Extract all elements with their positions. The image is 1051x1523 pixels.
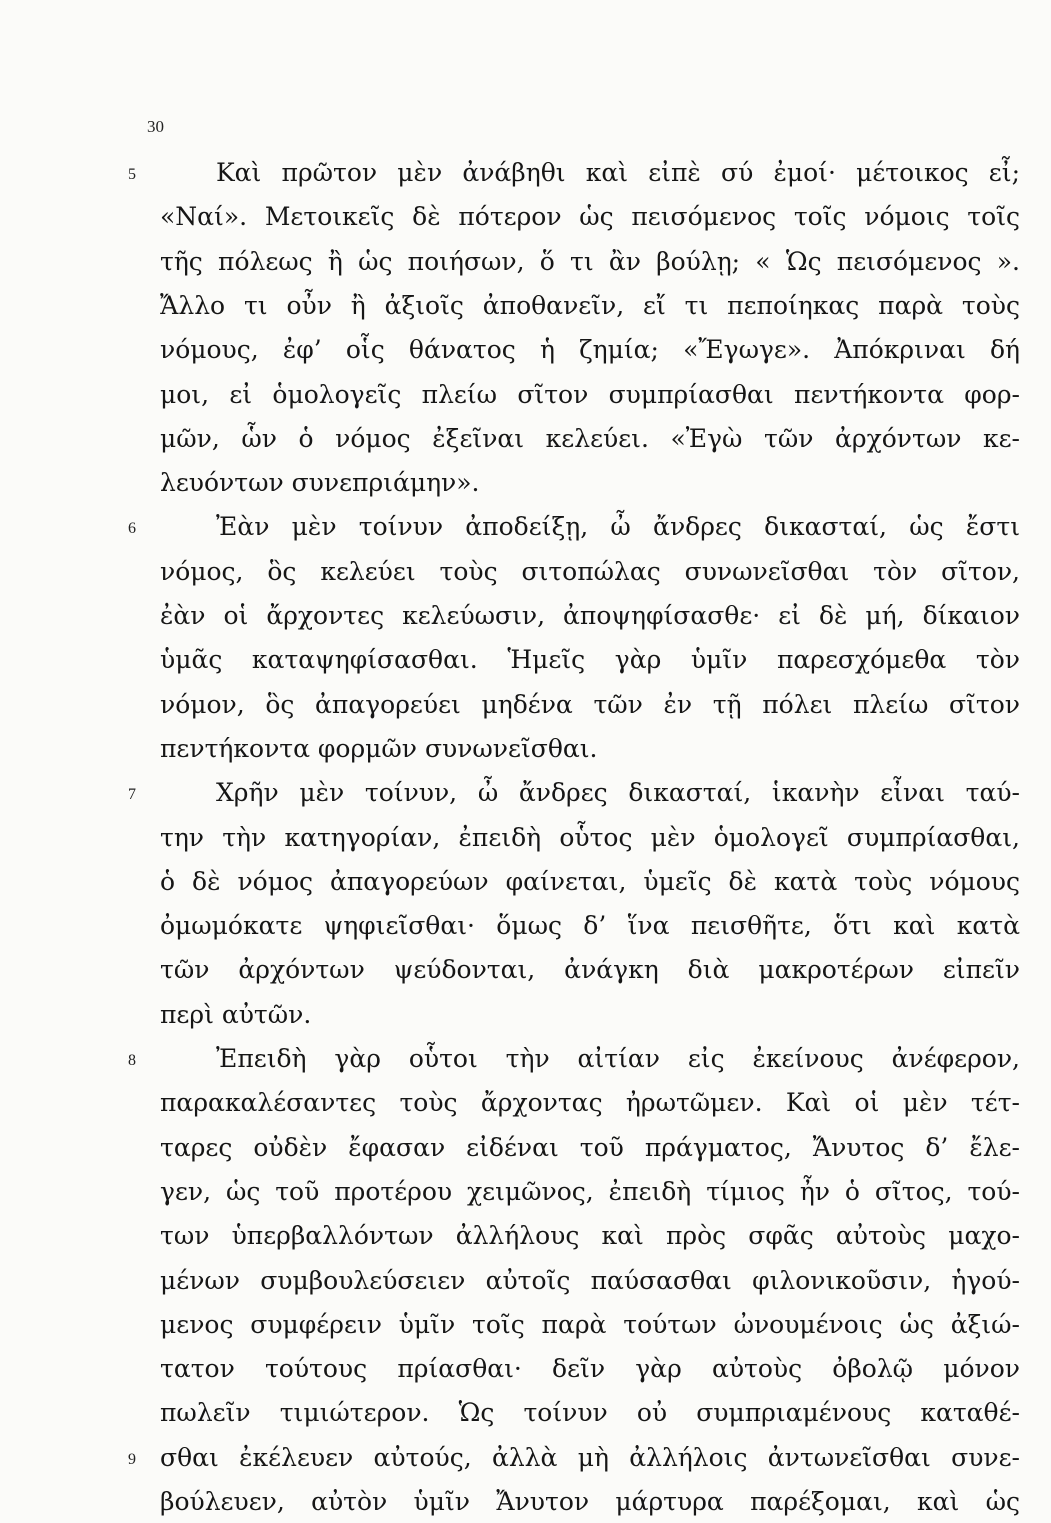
text-line: των ὑπερβαλλόντων ἀλλήλους καὶ πρὸς σφᾶς αὐτοὺς μαχο- — [160, 1221, 1020, 1251]
text-line: νόμος, ὃς κελεύει τοὺς σιτοπώλας συνωνεῖσθαι τὸν σῖτον, — [160, 556, 1020, 586]
section-number: 6 — [128, 520, 136, 538]
text-line: την τὴν κατηγορίαν, ἐπειδὴ οὗτος μὲν ὁμολογεῖ συμπρίασθαι, — [160, 822, 1020, 852]
page-number: 30 — [147, 117, 164, 136]
section-number: 9 — [128, 1450, 136, 1468]
section-number: 7 — [128, 786, 136, 804]
text-line: τῶν ἀρχόντων ψεύδονται, ἀνάγκη διὰ μακροτέρων εἰπεῖν — [160, 955, 1020, 985]
text-line: μοι, εἰ ὁμολογεῖς πλείω σῖτον συμπρίασθαι πεντήκοντα φορ- — [160, 379, 1020, 409]
text-line: λευόντων συνεπριάμην». — [160, 468, 480, 498]
text-line: μῶν, ὧν ὁ νόμος ἐξεῖναι κελεύει. «Ἐγὼ τῶν ἀρχόντων κε- — [160, 423, 1020, 453]
text-line: μένων συμβουλεύσειεν αὐτοῖς παύσασθαι φιλονικοῦσιν, ἡγού- — [160, 1265, 1020, 1295]
text-line: νόμον, ὃς ἀπαγορεύει μηδένα τῶν ἐν τῇ πόλει πλείω σῖτον — [160, 689, 1020, 719]
text-line: βούλευεν, αὐτὸν ὑμῖν Ἄνυτον μάρτυρα παρέξομαι, καὶ ὡς — [160, 1487, 1020, 1516]
text-line: περὶ αὐτῶν. — [160, 999, 312, 1029]
text-line: πεντήκοντα φορμῶν συνωνεῖσθαι. — [160, 733, 598, 763]
text-line: ἐὰν οἱ ἄρχοντες κελεύωσιν, ἀποψηφίσασθε· εἰ δὲ μή, δίκαιον — [160, 601, 1020, 630]
section-number: 8 — [128, 1052, 136, 1069]
text-line: γεν, ὡς τοῦ προτέρου χειμῶνος, ἐπειδὴ τίμιος ἦν ὁ σῖτος, τού- — [160, 1176, 1020, 1206]
text-line: ὀμωμόκατε ψηφιεῖσθαι· ὅμως δ’ ἵνα πεισθῆτε, ὅτι καὶ κατὰ — [160, 911, 1020, 941]
text-line: Ἐὰν μὲν τοίνυν ἀποδείξῃ, ὦ ἄνδρες δικασταί, ὡς ἔστι — [216, 512, 1020, 542]
text-line: «Ναί». Μετοικεῖς δὲ πότερον ὡς πεισόμενος τοῖς νόμοις τοῖς — [160, 202, 1020, 232]
text-line: Ἄλλο τι οὖν ἢ ἀξιοῖς ἀποθανεῖν, εἴ τι πεποίηκας παρὰ τοὺς — [160, 290, 1020, 320]
text-line: ὁ δὲ νόμος ἀπαγορεύων φαίνεται, ὑμεῖς δὲ κατὰ τοὺς νόμους — [160, 866, 1020, 896]
text-line: μενος συμφέρειν ὑμῖν τοῖς παρὰ τούτων ὠνουμένοις ὡς ἀξιώ- — [160, 1309, 1020, 1339]
text-line: πωλεῖν τιμιώτερον. Ὡς τοίνυν οὐ συμπριαμένους καταθέ- — [160, 1398, 1020, 1428]
text-line: Ἐπειδὴ γὰρ οὗτοι τὴν αἰτίαν εἰς ἐκείνους ἀνέφερον, — [216, 1044, 1020, 1073]
text-line: Καὶ πρῶτον μὲν ἀνάβηθι καὶ εἰπὲ σύ ἐμοί· μέτοικος εἶ; — [216, 158, 1020, 187]
text-line: σθαι ἐκέλευεν αὐτούς, ἀλλὰ μὴ ἀλλήλοις ἀντωνεῖσθαι συνε- — [160, 1442, 1020, 1472]
section-number: 5 — [128, 166, 136, 183]
text-line: ταρες οὐδὲν ἔφασαν εἰδέναι τοῦ πράγματος, Ἄνυτος δ’ ἔλε- — [160, 1132, 1020, 1162]
text-line: ὑμᾶς καταψηφίσασθαι. Ἡμεῖς γὰρ ὑμῖν παρεσχόμεθα τὸν — [160, 645, 1020, 675]
text-line: παρακαλέσαντες τοὺς ἄρχοντας ἠρωτῶμεν. Καὶ οἱ μὲν τέτ- — [160, 1088, 1020, 1118]
text-line: τῆς πόλεως ἢ ὡς ποιήσων, ὅ τι ἂν βούλῃ; « Ὡς πεισόμενος ». — [160, 246, 1020, 276]
text-line: τατον τούτους πρίασθαι· δεῖν γὰρ αὐτοὺς ὀβολῷ μόνον — [160, 1354, 1020, 1384]
text-line: νόμους, ἐφ’ οἷς θάνατος ἡ ζημία; «Ἔγωγε». Ἀπόκριναι δή — [160, 335, 1020, 365]
text-line: Χρῆν μὲν τοίνυν, ὦ ἄνδρες δικασταί, ἱκανὴν εἶναι ταύ- — [216, 778, 1020, 808]
